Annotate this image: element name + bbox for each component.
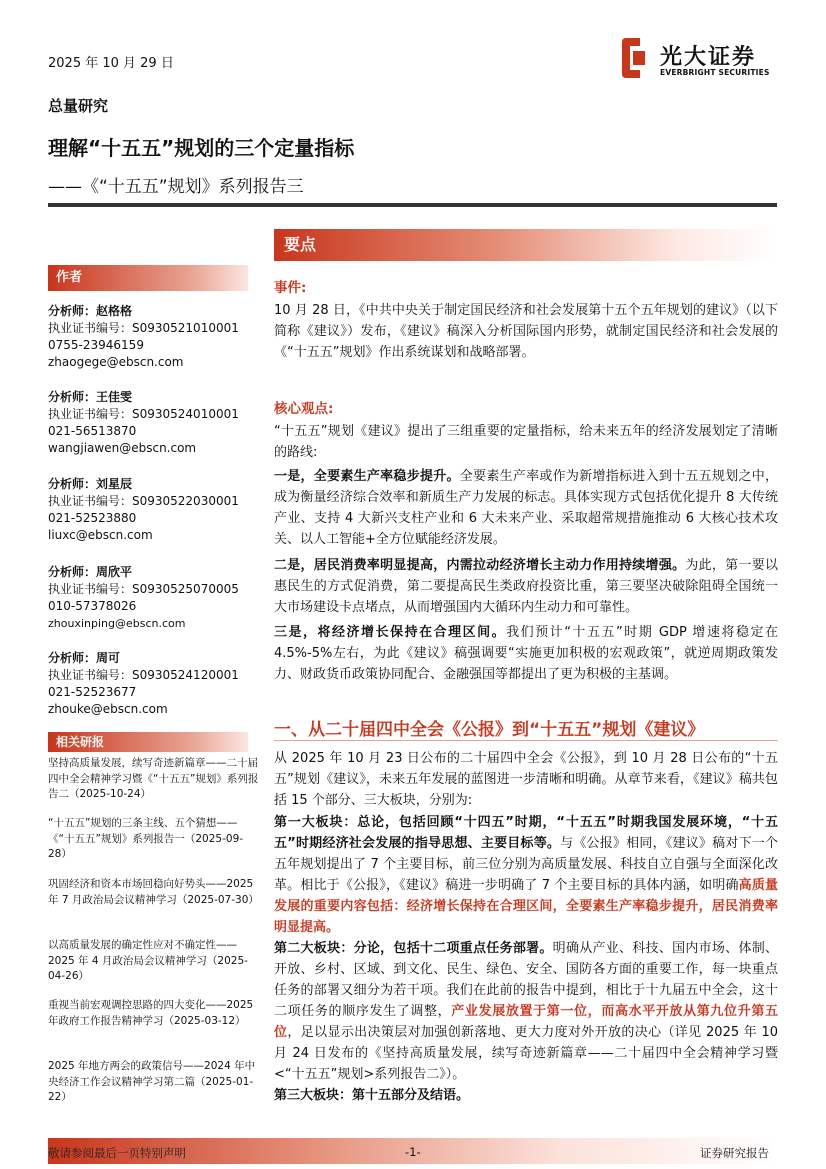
block-two-text: 明确从产业、科技、国内市场、体制、开放、乡村、区域、到文化、民生、绿色、安全、国防各方面的重要工作，每一块重点任务的部署又细分为若干项。我们在此前的报告中提到，相比于十九届五中全会，这十二项任务的顺序发生了调整， (274, 941, 778, 1019)
analyst-card (48, 564, 258, 632)
analyst-email[interactable]: wangjiawen@ebscn.com (48, 441, 197, 455)
everbright-logo-icon (618, 38, 648, 78)
authors-heading: 作者 (48, 265, 248, 291)
related-report-link[interactable]: “十五五”规划的三条主线、五个猜想——《“十五五”规划》系列报告一（2025-09-28） (48, 817, 244, 860)
logo-text-en: EVERBRIGHT SECURITIES (660, 68, 770, 77)
analyst-card (48, 650, 258, 718)
analyst-name: 分析师：赵格格 (48, 304, 133, 318)
point-two-heading: 二是，居民消费率明显提高，内需拉动经济增长主动力作用持续增强。 (274, 558, 686, 573)
analyst-card (48, 303, 258, 371)
block-two-paragraph (274, 938, 778, 1085)
header-divider (48, 203, 777, 207)
point-one-paragraph (274, 466, 778, 550)
analyst-email[interactable]: zhaogege@ebscn.com (48, 355, 184, 369)
related-report-link[interactable]: 重视当前宏观调控思路的四大变化——2025年政府工作报告精神学习（2025-03-12） (48, 999, 254, 1027)
block-two-tail: ，足以显示出决策层对加强创新落地、更大力度对外开放的决心（详见 2025 年 10 月 24 日发布的《坚持高质量发展，续写奇迹新篇章——二十届四中全会精神学习暨<“十五五”规划>系列报告二》）。 (274, 1025, 778, 1082)
report-subtitle: ——《“十五五”规划》系列报告三 (48, 177, 304, 197)
event-label: 事件: (274, 280, 307, 296)
related-report-link[interactable]: 坚持高质量发展，续写奇迹新篇章——二十届四中全会精神学习暨《“十五五”规划》系列报告二（2025-10-24） (48, 757, 259, 800)
report-date: 2025 年 10 月 29 日 (48, 56, 174, 71)
analyst-cert: 执业证书编号：S0930525070005 (48, 582, 239, 596)
analyst-name: 分析师：周可 (48, 651, 121, 665)
page-number: -1- (405, 1145, 421, 1159)
analyst-name: 分析师：周欣平 (48, 565, 133, 579)
event-paragraph: 10 月 28 日，《中共中央关于制定国民经济和社会发展第十五个五年规划的建议》（以下简称《建议》）发布，《建议》稿深入分析国际国内形势，就制定国民经济和社会发展的《“十五五”规划》作出系统谋划和战略部署。 (274, 303, 778, 360)
analyst-name: 分析师：刘星辰 (48, 477, 133, 491)
analyst-phone: 021-56513870 (48, 424, 137, 438)
analyst-card (48, 389, 258, 457)
core-label: 核心观点: (274, 401, 334, 417)
analyst-cert: 执业证书编号：S0930522030001 (48, 494, 239, 508)
analyst-cert: 执业证书编号：S0930521010001 (48, 321, 239, 335)
block-one-text: 与《公报》相同，《建议》稿对下一个五年规划提出了 7 个主要目标，前三位分别为高质量发展、科技自立自强与全面深化改革。相比于《公报》，《建议》稿进一步明确了 7 个主要目标的具体内涵，如明确 (274, 836, 778, 893)
logo-text-cn: 光大证券 (660, 45, 757, 70)
analyst-cert: 执业证书编号：S0930524010001 (48, 407, 239, 421)
analyst-phone: 0755-23946159 (48, 338, 144, 352)
keypoints-heading: 要点 (274, 229, 778, 261)
point-three-heading: 三是，将经济增长保持在合理区间。 (274, 625, 507, 640)
report-title: 理解“十五五”规划的三个定量指标 (48, 136, 355, 160)
analyst-cert: 执业证书编号：S0930524120001 (48, 668, 239, 682)
company-logo (618, 38, 788, 82)
point-one-text: 全要素生产率或作为新增指标进入到十五五规划之中，成为衡量经济综合效率和新质生产力发展的标志。具体实现方式包括优化提升 8 大传统产业、支持 4 大新兴支柱产业和 6 大未来产业、采取超常规措施推动 6 大核心技术攻关、以人工智能+全方位赋能经济发展。 (274, 469, 778, 547)
block-three-heading: 第三大板块：第十五部分及结语。 (274, 1088, 470, 1103)
section-one-title: 一、从二十届四中全会《公报》到“十五五”规划《建议》 (274, 720, 705, 740)
section-divider (274, 740, 778, 741)
analyst-email[interactable]: zhouxinping@ebscn.com (48, 617, 186, 630)
point-three-paragraph (274, 622, 778, 685)
analyst-phone: 010-57378026 (48, 599, 137, 613)
point-two-paragraph (274, 555, 778, 618)
section-one-intro: 从 2025 年 10 月 23 日公布的二十届四中全会《公报》，到 10 月 28 日公布的“十五五”规划《建议》，未来五年发展的蓝图进一步清晰和明确。从章节来看，《建议》稿共包括 15 个部分、三大板块，分别为: (274, 751, 778, 808)
block-two-heading: 第二大板块：分论，包括十二项重点任务部署。 (274, 941, 553, 956)
point-one-heading: 一是，全要素生产率稳步提升。 (274, 469, 460, 484)
block-one-highlight: 高质量发展的重要内容包括：经济增长保持在合理区间，全要素生产率稳步提升，居民消费率明显提高。 (274, 878, 778, 935)
analyst-phone: 021-52523677 (48, 685, 137, 699)
analyst-phone: 021-52523880 (48, 511, 137, 525)
footer-label: 证券研究报告 (700, 1146, 769, 1160)
block-two-highlight: 产业发展放置于第一位，而高水平开放从第九位升第五位 (274, 1004, 778, 1040)
analyst-email[interactable]: zhouke@ebscn.com (48, 702, 168, 716)
block-one-paragraph (274, 812, 778, 938)
related-report-link[interactable]: 2025 年地方两会的政策信号——2024 年中央经济工作会议精神学习第二篇（2025-01-22） (48, 1060, 256, 1103)
analyst-card (48, 476, 258, 544)
related-reports-heading: 相关研报 (48, 732, 248, 752)
related-report-link[interactable]: 巩固经济和资本市场回稳向好势头——2025年 7 月政治局会议精神学习（2025-07-30） (48, 878, 259, 906)
analyst-email[interactable]: liuxc@ebscn.com (48, 528, 153, 542)
block-one-heading: 第一大板块：总论，包括回顾“十四五”时期，“十五五”时期我国发展环境，“十五五”时期经济社会发展的指导思想、主要目标等。 (274, 815, 778, 851)
related-report-link[interactable]: 以高质量发展的确定性应对不确定性——2025 年 4 月政治局会议精神学习（2025-04-26） (48, 939, 248, 982)
point-three-text: 我们预计“十五五”时期 GDP 增速将稳定在 4.5%-5%左右，为此《建议》稿强调要“实施更加积极的宏观政策”，就逆周期政策发力、财政货币政策协同配合、金融强国等都提出了更为积极的主基调。 (274, 625, 778, 682)
analyst-name: 分析师：王佳雯 (48, 390, 133, 404)
footer-disclaimer[interactable]: 敬请参阅最后一页特别声明 (48, 1146, 186, 1160)
report-category: 总量研究 (48, 97, 109, 115)
block-three-paragraph (274, 1085, 778, 1106)
point-two-text: 为此，第一要以惠民生的方式促消费，第二要提高民生类政府投资比重，第三要坚决破除阻碍全国统一大市场建设卡点堵点，从而增强国内大循环内生动力和可靠性。 (274, 558, 778, 615)
core-intro: “十五五”规划《建议》提出了三组重要的定量指标，给未来五年的经济发展划定了清晰的路线: (274, 424, 778, 460)
